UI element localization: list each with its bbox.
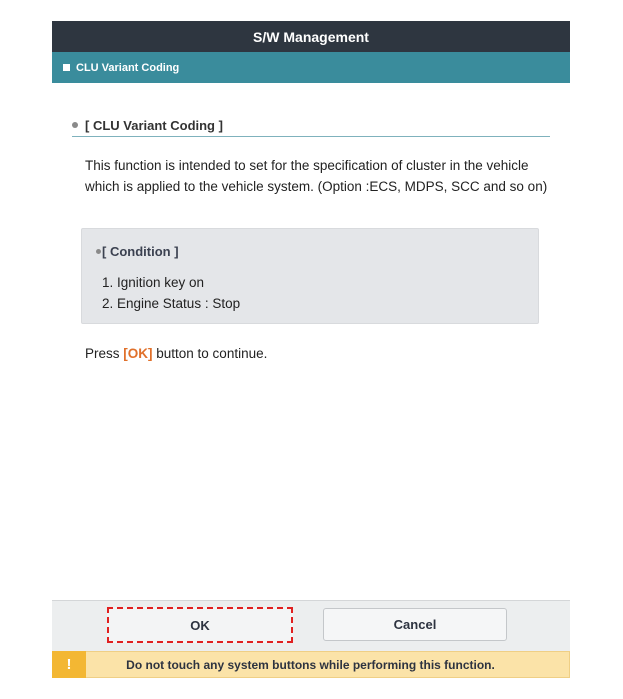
condition-box <box>81 228 539 324</box>
sw-management-dialog <box>52 21 570 678</box>
instruction-highlight: [OK] <box>123 346 153 361</box>
condition-item: 1. Ignition key on <box>102 275 205 290</box>
description-line-2: which is applied to the vehicle system. (Option :ECS, MDPS, SCC and so on) <box>85 179 548 194</box>
section-heading <box>72 114 550 137</box>
condition-item: 2. Engine Status : Stop <box>102 296 241 311</box>
window-title: S/W Management <box>52 21 570 52</box>
instruction-suffix: button to continue. <box>152 346 268 361</box>
condition-heading <box>96 244 179 259</box>
warning-bar <box>52 651 570 678</box>
bullet-icon <box>72 122 78 128</box>
button-bar <box>52 600 570 651</box>
condition-list <box>102 272 240 314</box>
subheader-label: CLU Variant Coding <box>76 61 180 74</box>
instruction-text <box>85 346 267 361</box>
subheader <box>52 52 570 83</box>
description-line-1: This function is intended to set for the specification of cluster in the vehicle <box>85 158 529 173</box>
square-bullet-icon <box>63 64 70 71</box>
condition-title: [ Condition ] <box>102 244 179 259</box>
bullet-icon <box>96 249 101 254</box>
instruction-prefix: Press <box>85 346 124 361</box>
warning-text: Do not touch any system buttons while performing this function. <box>126 657 495 672</box>
section-title: [ CLU Variant Coding ] <box>85 117 223 133</box>
function-description <box>85 155 555 197</box>
ok-button[interactable]: OK <box>107 607 293 643</box>
cancel-button[interactable]: Cancel <box>323 608 507 641</box>
warning-icon: ! <box>52 651 86 678</box>
